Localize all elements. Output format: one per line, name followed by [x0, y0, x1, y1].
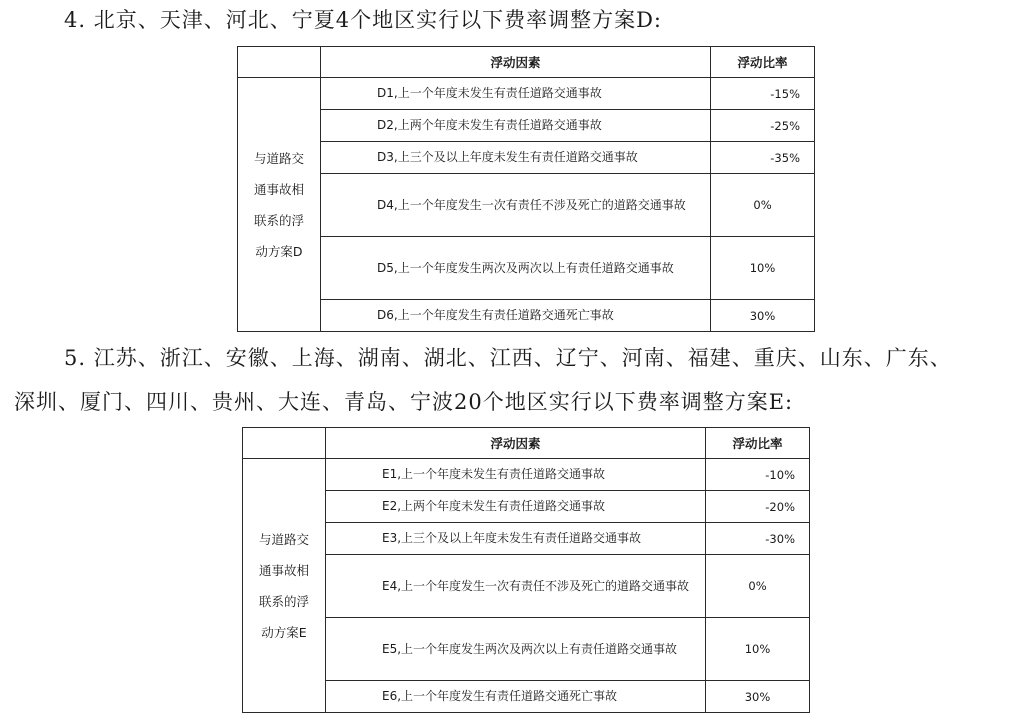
factor-text: D4,上一个年度发生一次有责任不涉及死亡的道路交通事故 [377, 197, 686, 212]
factor-text: D5,上一个年度发生两次及两次以上有责任道路交通事故 [377, 260, 674, 275]
ratio-cell: 30% [711, 300, 815, 332]
table-row [238, 142, 815, 174]
factor-cell [326, 618, 706, 681]
factor-cell [321, 78, 711, 110]
header-blank-cell [238, 47, 321, 78]
factor-text: D1,上一个年度未发生有责任道路交通事故 [377, 86, 602, 100]
table-header-row [243, 428, 810, 459]
factor-cell [321, 110, 711, 142]
table-row [238, 174, 815, 237]
table-row [243, 523, 810, 555]
factor-text: D6,上一个年度发生有责任道路交通死亡事故 [377, 308, 614, 322]
category-line: 通事故相 [253, 181, 304, 197]
ratio-cell: 30% [706, 681, 810, 713]
ratio-cell: 10% [711, 237, 815, 300]
category-line: 与道路交 [253, 150, 304, 166]
ratio-cell: 0% [706, 555, 810, 618]
table-row [243, 459, 810, 491]
category-line: 动方案D [255, 243, 303, 259]
ratio-cell: -25% [711, 110, 815, 142]
factor-text: D2,上两个年度未发生有责任道路交通事故 [377, 118, 602, 132]
table-row [238, 237, 815, 300]
factor-cell [326, 523, 706, 555]
header-ratio: 浮动比率 [711, 47, 815, 78]
rate-table-d [237, 46, 815, 332]
table-row [243, 681, 810, 713]
category-line: 与道路交 [258, 531, 309, 547]
table-row [243, 555, 810, 618]
factor-text: E2,上两个年度未发生有责任道路交通事故 [382, 499, 606, 513]
section-d-heading: 4. 北京、天津、河北、宁夏4个地区实行以下费率调整方案D: [64, 8, 662, 32]
header-blank-cell [243, 428, 326, 459]
ratio-cell: 10% [706, 618, 810, 681]
table-row [238, 78, 815, 110]
factor-cell [321, 300, 711, 332]
rate-table-e [242, 427, 810, 713]
table-header-row [238, 47, 815, 78]
ratio-cell: 0% [711, 174, 815, 237]
category-cell [243, 459, 326, 713]
header-factor: 浮动因素 [326, 428, 706, 459]
ratio-cell: -10% [706, 459, 810, 491]
category-line: 动方案E [261, 624, 307, 640]
factor-cell [321, 142, 711, 174]
category-line: 联系的浮 [258, 593, 309, 609]
factor-cell [326, 681, 706, 713]
ratio-cell: -15% [711, 78, 815, 110]
ratio-cell: -20% [706, 491, 810, 523]
factor-cell [326, 491, 706, 523]
factor-cell [326, 459, 706, 491]
category-line: 通事故相 [258, 562, 309, 578]
factor-text: E4,上一个年度发生一次有责任不涉及死亡的道路交通事故 [382, 578, 690, 593]
category-cell [238, 78, 321, 332]
ratio-cell: -30% [706, 523, 810, 555]
category-line: 联系的浮 [253, 212, 304, 228]
header-factor: 浮动因素 [321, 47, 711, 78]
section-e-heading-line1: 5. 江苏、浙江、安徽、上海、湖南、湖北、江西、辽宁、河南、福建、重庆、山东、广东、 [64, 346, 952, 370]
ratio-cell: -35% [711, 142, 815, 174]
section-e-heading-line2: 深圳、厦门、四川、贵州、大连、青岛、宁波20个地区实行以下费率调整方案E: [14, 390, 794, 414]
factor-text: D3,上三个及以上年度未发生有责任道路交通事故 [377, 150, 638, 164]
factor-text: E3,上三个及以上年度未发生有责任道路交通事故 [382, 531, 642, 545]
table-row [238, 300, 815, 332]
factor-text: E1,上一个年度未发生有责任道路交通事故 [382, 467, 606, 481]
factor-text: E5,上一个年度发生两次及两次以上有责任道路交通事故 [382, 641, 678, 656]
header-ratio: 浮动比率 [706, 428, 810, 459]
table-row [238, 110, 815, 142]
table-row [243, 491, 810, 523]
factor-cell [321, 237, 711, 300]
factor-cell [326, 555, 706, 618]
factor-text: E6,上一个年度发生有责任道路交通死亡事故 [382, 689, 618, 703]
table-row [243, 618, 810, 681]
factor-cell [321, 174, 711, 237]
